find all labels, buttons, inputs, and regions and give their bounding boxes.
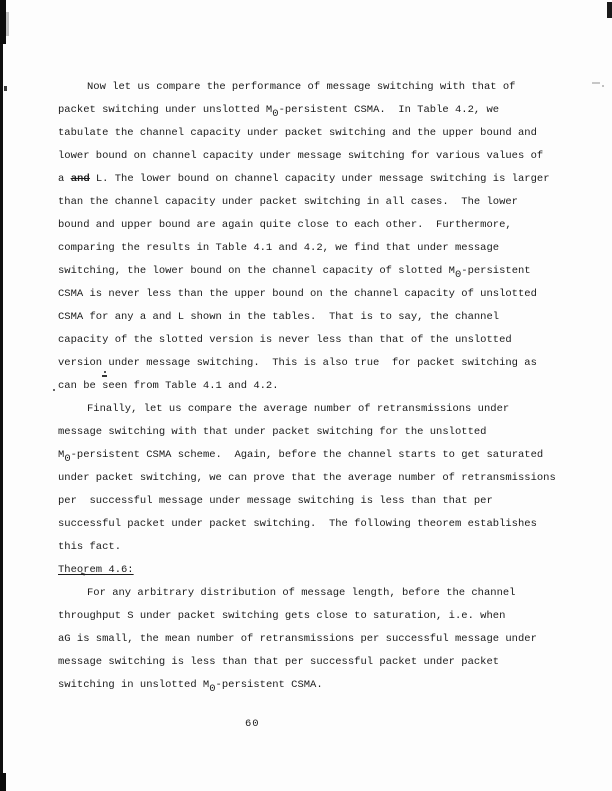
body-text [58, 76, 556, 697]
text-line [58, 421, 556, 444]
text-line [58, 145, 556, 168]
text-line [58, 536, 556, 559]
text-line [58, 375, 556, 398]
text-segment: under packet switching, we can prove that the average number of retransmissions [58, 472, 556, 484]
text-line [58, 605, 556, 628]
scan-edge-left-artifact [0, 0, 3, 791]
text-line [58, 329, 556, 352]
text-segment-sub: 0 [272, 108, 279, 120]
text-segment: -persistent CSMA. [215, 679, 323, 691]
text-line [58, 168, 556, 191]
text-segment-sub: 0 [209, 683, 216, 695]
text-segment-sub: 0 [454, 269, 462, 281]
text-segment: capacity of the slotted version is never less than that of the unslotted [58, 334, 512, 346]
scan-dash-artifact [592, 82, 600, 84]
text-segment: this fact. [58, 541, 122, 553]
text-segment: switching, the lower bound on the channel capacity of slotted M [58, 265, 455, 277]
text-segment: -persistent [461, 265, 531, 277]
scan-speck-artifact [4, 86, 7, 91]
text-line [58, 559, 556, 582]
text-segment: successful packet under packet switching. The following theorem establishes [58, 518, 537, 530]
page-number: 60 [245, 718, 260, 730]
text-segment: message switching with that under packet switching for the unslotted [58, 426, 487, 438]
text-segment: CSMA is never less than the upper bound on the channel capacity of unslotted [58, 288, 537, 300]
text-line [58, 260, 556, 283]
text-line [58, 76, 556, 99]
scan-dot-artifact [602, 85, 604, 87]
text-segment: version under message switching. This is also true for packet switching as [58, 357, 537, 369]
text-segment: per successful message under message switching is less than that per [58, 495, 493, 507]
text-segment: than the channel capacity under packet switching in all cases. The lower [58, 196, 518, 208]
text-segment: aG is small, the mean number of retransmissions per successful message under [58, 633, 537, 645]
text-segment: switching in unslotted M [58, 679, 210, 691]
text-segment: a [58, 173, 71, 185]
text-line [58, 674, 556, 697]
text-line [58, 628, 556, 651]
scan-edge-left-bottom-artifact [0, 773, 6, 791]
text-segment: Finally, let us compare the average number of retransmissions under [87, 403, 510, 415]
text-segment: CSMA for any a and L shown in the tables. That is to say, the channel [58, 311, 500, 323]
text-line [58, 651, 556, 674]
text-line [58, 283, 556, 306]
text-line [58, 191, 556, 214]
text-line [58, 444, 556, 467]
text-segment: lower bound on channel capacity under message switching for various values of [58, 150, 544, 162]
text-line [58, 306, 556, 329]
text-segment: tabulate the channel capacity under packet switching and the upper bound and [58, 127, 537, 139]
text-segment: bound and upper bound are again quite close to each other. Furthermore, [58, 219, 512, 231]
text-segment: throughput S under packet switching gets close to saturation, i.e. when [58, 610, 506, 622]
text-segment: -persistent CSMA. In Table 4.2, we [278, 104, 500, 116]
scan-mark-top-right-artifact [607, 2, 612, 18]
text-segment-strike: and [70, 173, 90, 185]
text-line [58, 398, 556, 421]
text-segment: L. The lower bound on channel capacity under message switching is larger [89, 173, 550, 185]
text-segment: -persistent CSMA scheme. Again, before the channel starts to get saturated [70, 449, 544, 461]
text-segment-sub: 0 [64, 453, 71, 465]
scan-stray-dot-artifact [53, 389, 55, 391]
text-line [58, 513, 556, 536]
text-line [58, 582, 556, 605]
text-segment: M [58, 449, 65, 461]
text-line [58, 352, 556, 375]
text-segment: can be seen from Table 4.1 and 4.2. [58, 380, 279, 392]
text-segment: message switching is less than that per successful packet under packet [58, 656, 500, 668]
text-segment: Now let us compare the performance of message switching with that of [87, 81, 516, 93]
text-line [58, 490, 556, 513]
text-line [58, 99, 556, 122]
text-line [58, 122, 556, 145]
text-segment: For any arbitrary distribution of message length, before the channel [87, 587, 516, 599]
text-line [58, 467, 556, 490]
scan-edge-noise-artifact [6, 12, 9, 36]
text-segment-underline: Theorem 4.6: [58, 564, 134, 576]
text-segment: comparing the results in Table 4.1 and 4.2, we find that under message [58, 242, 500, 254]
text-line [58, 214, 556, 237]
text-segment: packet switching under unslotted M [58, 104, 273, 116]
text-line [58, 237, 556, 260]
